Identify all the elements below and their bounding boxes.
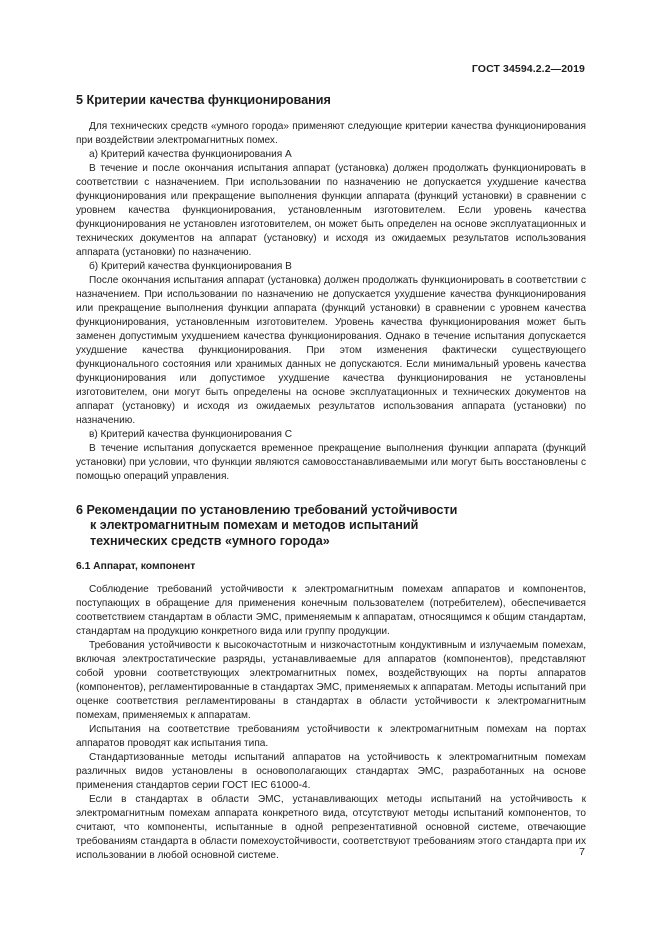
section-6-paragraph-3: Испытания на соответствие требованиям устойчивости к электромагнитным помехам на портах аппаратов проводят как испытания типа. bbox=[76, 724, 586, 749]
criterion-a-label: а) Критерий качества функционирования А bbox=[89, 148, 292, 160]
page-number: 7 bbox=[579, 846, 585, 858]
subsection-6-1-title: 6.1 Аппарат, компонент bbox=[76, 561, 196, 572]
section-6-title-line-1: 6 Рекомендации по установлению требований устойчивости bbox=[76, 502, 458, 517]
criterion-c-label: в) Критерий качества функционирования С bbox=[89, 428, 293, 440]
section-6-paragraph-5: Если в стандартах в области ЭМС, устанавливающих методы испытаний на устойчивость к электромагнитным помехам аппарата конкретного вида, отсутствуют методы испытаний компонентов, то считают, что компоненты, испытанные в одной репрезентативной основной системе, отвечающие требованиям стандарта в области помехоустойчивости, соответствуют требованиям этого стандарта при их использовании в любой основной системе. bbox=[76, 794, 586, 861]
standard-designation: ГОСТ 34594.2.2—2019 bbox=[471, 63, 585, 75]
section-5-intro: Для технических средств «умного города» применяют следующие критерии качества функционирования при воздействии электромагнитных помех. bbox=[76, 120, 586, 146]
section-5-title: 5 Критерии качества функционирования bbox=[76, 93, 331, 107]
section-6-title-line-2: к электромагнитным помехам и методов испытаний bbox=[90, 518, 419, 532]
page-content bbox=[76, 93, 586, 863]
criterion-a-text: В течение и после окончания испытания аппарат (установка) должен продолжать функционировать в соответствии с назначением. При использовании по назначению не допускается ухудшение качества функционирования или прекращение выполнения функции аппарата (функций установки) в сравнении с уровнем качества функционирования, установленным изготовителем. Если уровень качества функционирования не установлен изготовителем, он может быть определен на основе эксплуатационных и технических документов на аппарат (установку) и исходя из ожидаемых результатов использования аппарата (установки) по назначению. bbox=[76, 162, 586, 258]
criterion-b-label: б) Критерий качества функционирования В bbox=[89, 260, 292, 272]
criterion-c-text: В течение испытания допускается временное прекращение выполнения функции аппарата (функций установки) при условии, что функции являются самовосстанавливаемыми или могут быть восстановлены с помощью операций управления. bbox=[76, 442, 586, 482]
section-6-title-line-3: технических средств «умного города» bbox=[90, 533, 330, 548]
section-6-paragraph-1: Соблюдение требований устойчивости к электромагнитным помехам аппаратов и компонентов, поступающих в обращение для применения конечным пользователем (потребителем), обеспечивается соответствием стандартам в области ЭМС, применяемым к аппаратам, относящимся к общим стандартам, стандартам на продукцию конкретного вида или группу продукции. bbox=[76, 584, 586, 637]
section-6-paragraph-4: Стандартизованные методы испытаний аппаратов на устойчивость к электромагнитным помехам различных видов установлены в основополагающих стандартах ЭМС, разработанных на основе применения стандартов серии ГОСТ IEC 61000-4. bbox=[76, 752, 586, 791]
section-6-title bbox=[76, 503, 586, 550]
section-6-paragraph-2: Требования устойчивости к высокочастотным и низкочастотным кондуктивным и излучаемым помехам, включая электростатические разряды, устанавливаемые для аппаратов (компонентов), представляют собой уровни соответствующих электромагнитных помех, воздействующих на порты аппаратов (компонентов), регламентированные в стандартах ЭМС, применяемых к аппаратам. Методы испытаний при оценке соответствия регламентированы в стандартах в области устойчивости к электромагнитным помехам, применяемых к аппаратам. bbox=[76, 640, 586, 721]
criterion-b-text: После окончания испытания аппарат (установка) должен продолжать функционировать в соответствии с назначением. При использовании по назначению не допускается ухудшение качества функционирования или прекращение выполнения функции аппарата (функций установки) в сравнении с уровнем качества функционирования, установленным изготовителем. Уровень качества функционирования может быть заменен допустимым ухудшением качества функционирования. Однако в течение испытания допускается ухудшение качества функционирования. При этом изменения фактически существующего функционального состояния или хранимых данных не допускаются. Если минимальный уровень качества функционирования или допустимое ухудшение качества функционирования не установлены изготовителем, они могут быть определены на основе эксплуатационных и технических документов на аппарат (установку) и исходя из ожидаемых результатов использования аппарата (установки) по назначению. bbox=[76, 274, 586, 426]
